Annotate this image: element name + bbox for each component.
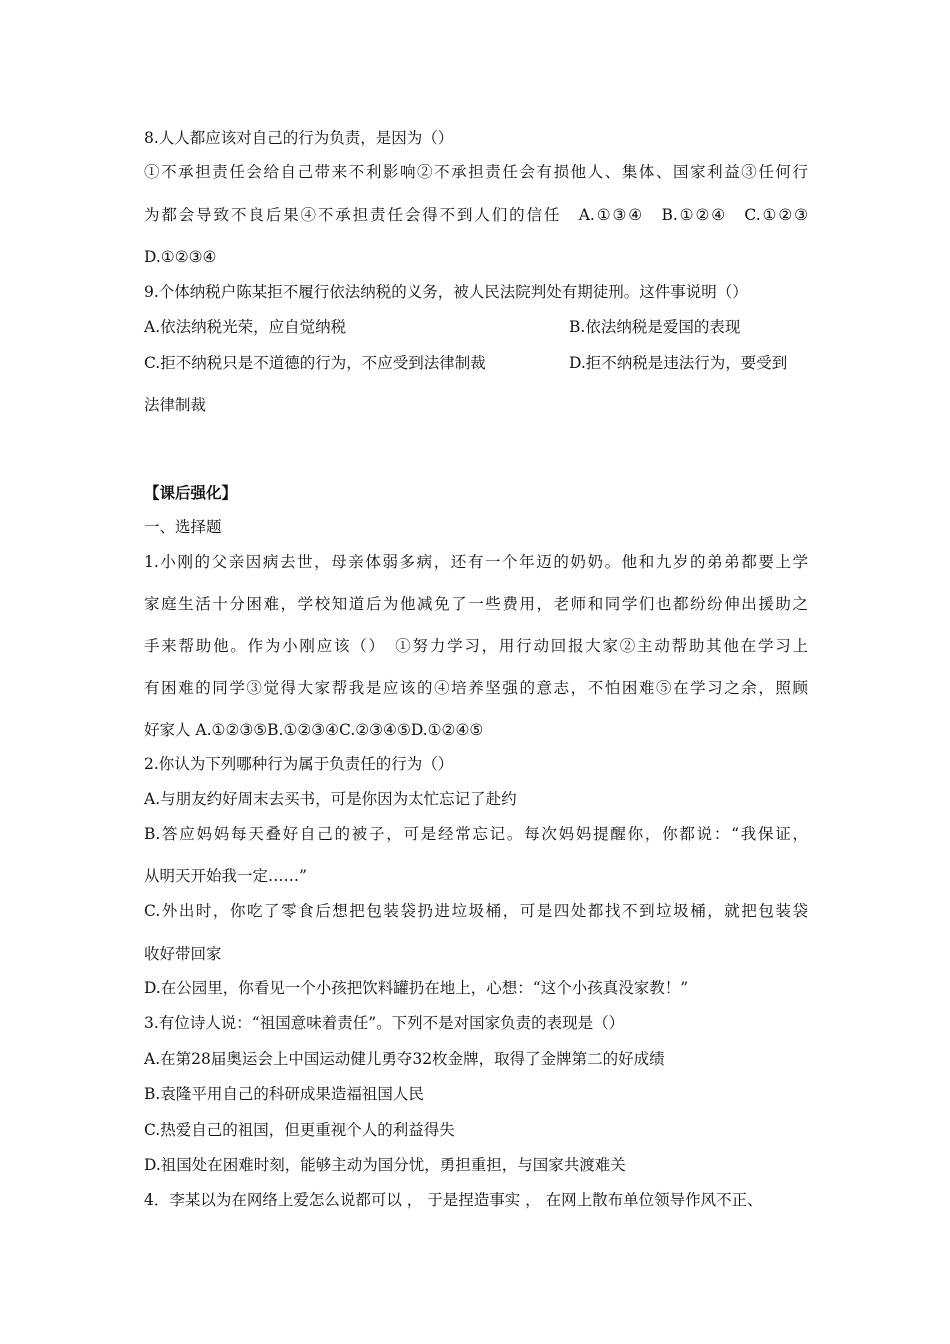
q3-option-c: C.热爱自己的祖国，但更重视个人的利益得失	[144, 1121, 455, 1139]
q8-stem: 8.人人都应该对自己的行为负责，是因为（）	[144, 129, 454, 147]
section-subtitle: 一、选择题	[144, 518, 222, 536]
q2-stem: 2.你认为下列哪种行为属于负责任的行为（）	[144, 755, 454, 773]
q3-option-a: A.在第28届奥运会上中国运动健儿勇夺32枚金牌，取得了金牌第二的好成绩	[144, 1050, 665, 1068]
q2-option-b-line-2: 从明天开始我一定……”	[144, 867, 307, 885]
q1-line-5: 好家人 A.①②③⑤B.①②③④C.②③④⑤D.①②④⑤	[144, 721, 484, 739]
q2-option-c-line-1: C.外出时，你吃了零食后想把包装袋扔进垃圾桶，可是四处都找不到垃圾桶，就把包装袋	[144, 902, 808, 920]
q9-option-b: B.依法纳税是爱国的表现	[569, 318, 741, 336]
q3-stem: 3.有位诗人说：“祖国意味着责任”。下列不是对国家负责的表现是（）	[144, 1014, 625, 1032]
section-title: 【课后强化】	[144, 483, 238, 502]
q1-line-4: 有困难的同学③觉得大家帮我是应该的④培养坚强的意志，不怕困难⑤在学习之余，照顾	[144, 679, 808, 697]
q3-option-d: D.祖国处在困难时刻，能够主动为国分忧，勇担重担，与国家共渡难关	[144, 1156, 626, 1174]
q8-line-1: ①不承担责任会给自己带来不利影响②不承担责任会有损他人、集体、国家利益③任何行	[144, 163, 808, 181]
q2-option-b-line-1: B.答应妈妈每天叠好自己的被子，可是经常忘记。每次妈妈提醒你，你都说：“我保证，	[144, 825, 808, 843]
q1-line-1: 1.小刚的父亲因病去世，母亲体弱多病，还有一个年迈的奶奶。他和九岁的弟弟都要上学	[144, 553, 808, 571]
q4-line-1: 4．李某以为在网络上爱怎么说都可以 ， 于是捏造事实 ， 在网上散布单位领导作风不正、	[144, 1191, 763, 1209]
q9-options-row-1	[144, 316, 808, 338]
q8-line-3: D.①②③④	[144, 248, 217, 266]
q2-option-d: D.在公园里，你看见一个小孩把饮料罐扔在地上，心想：“这个小孩真没家教！”	[144, 979, 689, 997]
q1-line-3: 手来帮助他。作为小刚应该（） ①努力学习，用行动回报大家②主动帮助其他在学习上	[144, 637, 808, 655]
q1-line-2: 家庭生活十分困难，学校知道后为他减免了一些费用，老师和同学们也都纷纷伸出援助之	[144, 595, 808, 613]
q9-option-d: D.拒不纳税是违法行为，要受到	[569, 354, 788, 372]
q8-line-2: 为都会导致不良后果④不承担责任会得不到人们的信任 A.①③④ B.①②④ C.①②③	[144, 206, 808, 224]
q9-options-row-2	[144, 352, 808, 374]
q3-option-b: B.袁隆平用自己的科研成果造福祖国人民	[144, 1085, 424, 1103]
q9-option-a: A.依法纳税光荣，应自觉纳税	[144, 318, 347, 336]
q2-option-a: A.与朋友约好周末去买书，可是你因为太忙忘记了赴约	[144, 790, 517, 808]
q9-option-c: C.拒不纳税只是不道德的行为，不应受到法律制裁	[144, 354, 486, 372]
q9-stem: 9.个体纳税户陈某拒不履行依法纳税的义务，被人民法院判处有期徒刑。这件事说明（）	[144, 283, 748, 301]
q2-option-c-line-2: 收好带回家	[144, 945, 222, 963]
q9-option-d-continued: 法律制裁	[144, 396, 207, 414]
